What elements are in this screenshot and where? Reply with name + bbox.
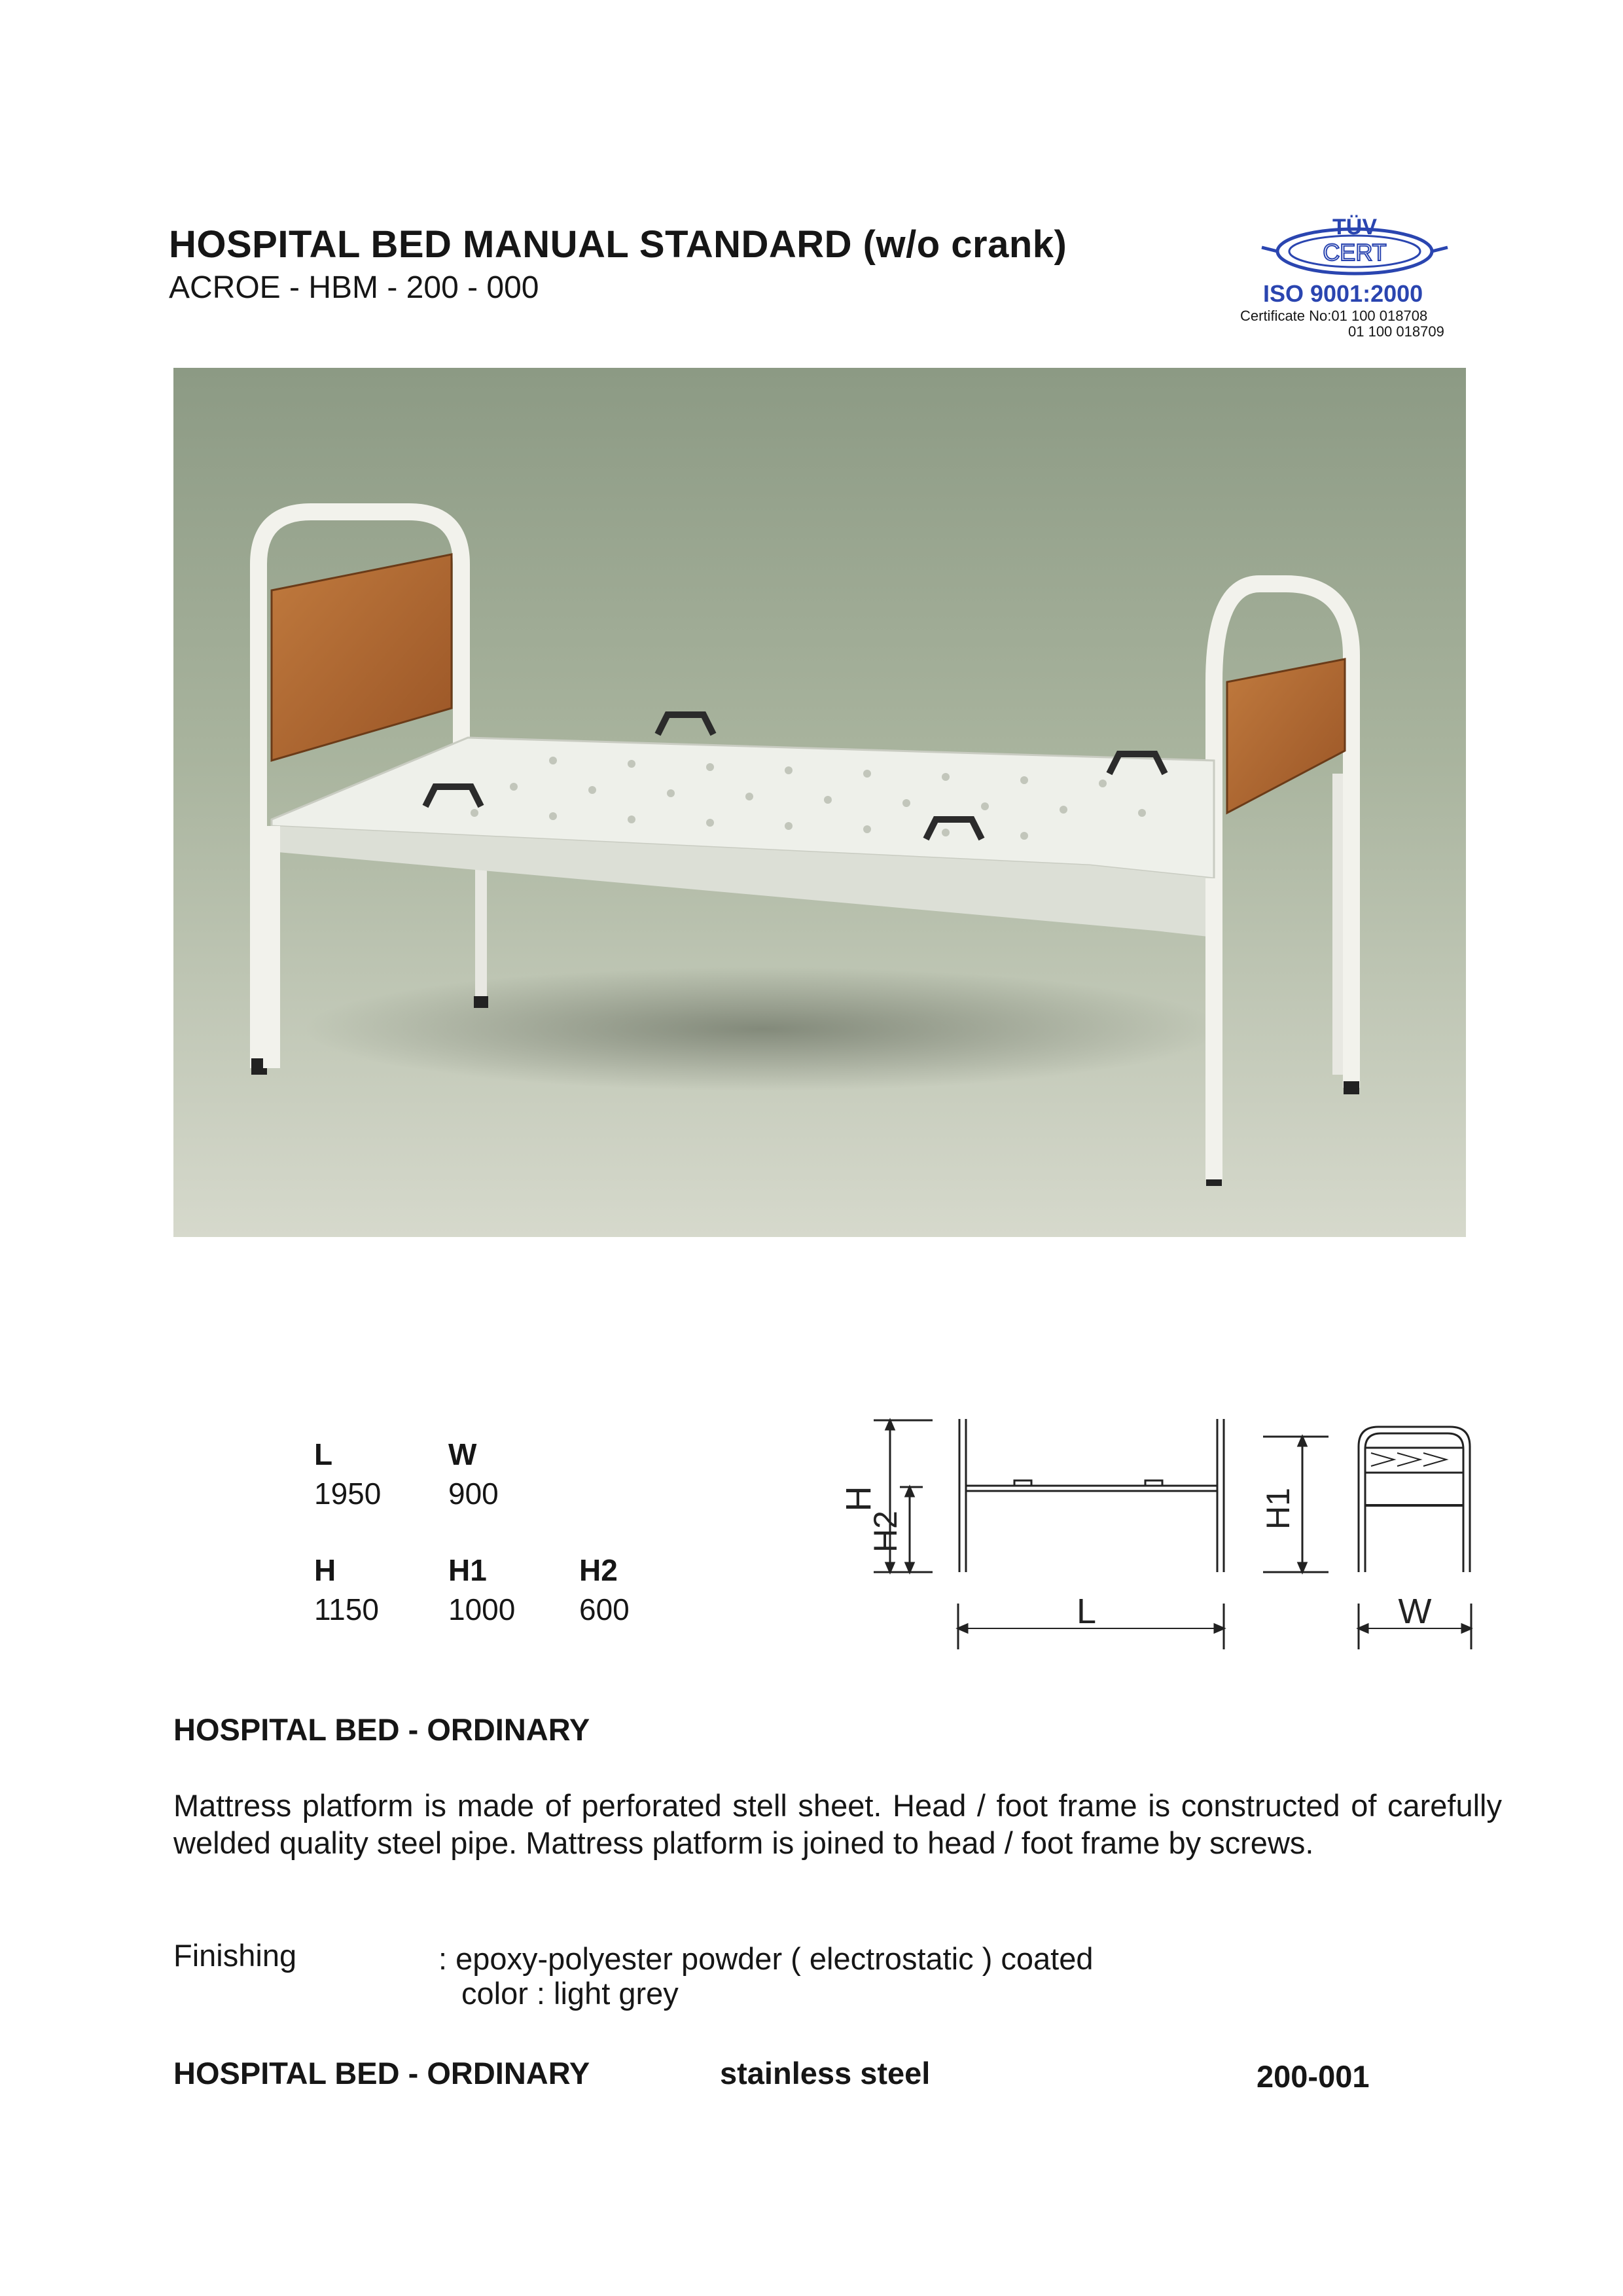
variant-code: 200-001 xyxy=(1257,2059,1370,2094)
dim-value-h2: 600 xyxy=(579,1592,630,1626)
iso-standard: ISO 9001:2000 xyxy=(1263,280,1423,307)
diagram-label-h2: H2 xyxy=(867,1511,904,1552)
finishing-color: color : light grey xyxy=(461,1976,679,2011)
dimension-diagram xyxy=(818,1407,1472,1682)
diagram-label-w: W xyxy=(1398,1592,1432,1631)
dim-label-h1: H1 xyxy=(448,1553,487,1587)
logo-tuv-text: TÜV xyxy=(1332,215,1377,240)
certificate-number-2: 01 100 018709 xyxy=(1348,323,1444,340)
dim-value-h1: 1000 xyxy=(448,1592,516,1626)
product-description: Mattress platform is made of perforated stell sheet. Head / foot frame is constructed of carefully welded quality steel pipe. Mattress platform is joined to head / foot frame by screws. xyxy=(173,1788,1502,1860)
diagram-label-h1: H1 xyxy=(1260,1488,1296,1530)
diagram-label-l: L xyxy=(1076,1592,1097,1631)
dim-label-w: W xyxy=(448,1437,477,1471)
section-title: HOSPITAL BED - ORDINARY xyxy=(173,1712,590,1747)
variant-material: stainless steel xyxy=(720,2056,931,2090)
finishing-label: Finishing xyxy=(173,1938,297,1973)
document-title: HOSPITAL BED MANUAL STANDARD (w/o crank) xyxy=(169,223,1067,266)
dim-label-l: L xyxy=(314,1437,333,1471)
hospital-bed-photo xyxy=(173,368,1466,1237)
dim-value-w: 900 xyxy=(448,1477,499,1511)
finishing-value: : epoxy-polyester powder ( electrostatic ) coated xyxy=(438,1941,1094,1976)
model-number: ACROE - HBM - 200 - 000 xyxy=(169,270,539,305)
dim-label-h2: H2 xyxy=(579,1553,618,1587)
logo-cert-text: CERT xyxy=(1323,239,1387,266)
variant-name: HOSPITAL BED - ORDINARY xyxy=(173,2056,590,2090)
certificate-number: Certificate No:01 100 018708 xyxy=(1240,308,1428,324)
dim-value-l: 1950 xyxy=(314,1477,382,1511)
dim-value-h: 1150 xyxy=(314,1592,379,1626)
dim-label-h: H xyxy=(314,1553,336,1587)
diagram-label-h: H xyxy=(839,1486,878,1512)
bed-shadow xyxy=(304,967,1221,1091)
